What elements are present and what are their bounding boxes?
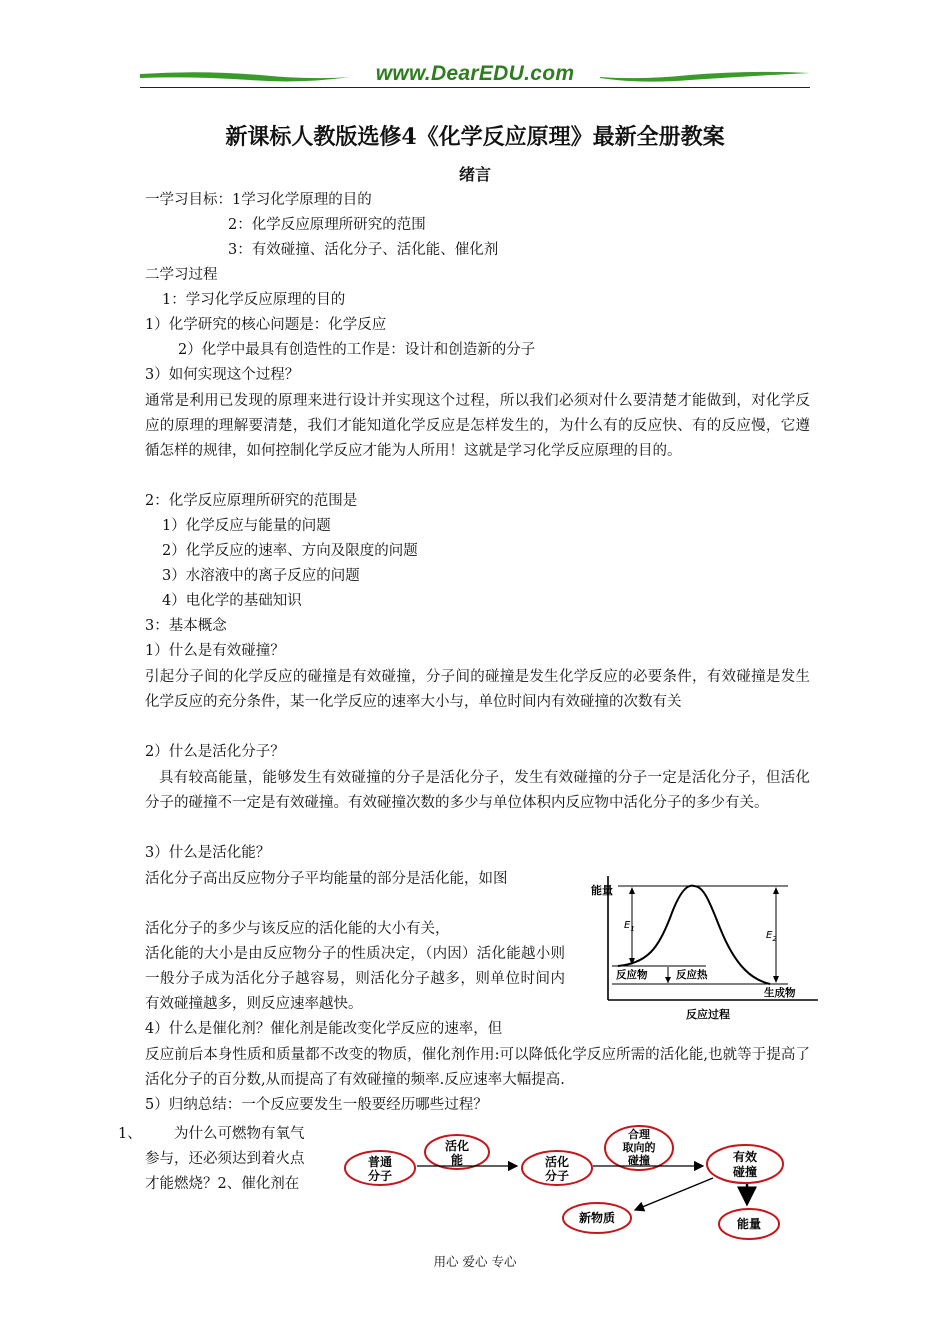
question-heading: 3）什么是活化能？: [145, 845, 271, 861]
svg-text:取向的: 取向的: [622, 1141, 656, 1154]
paragraph-active-molecule: 具有较高能量，能够发生有效碰撞的分子是活化分子，发生有效碰撞的分子一定是活化分子，但活化分子的碰撞不一定是有效碰撞。有效碰撞次数的多少与单位体积内反应物中活化分子的多少有关。: [145, 770, 810, 812]
heat-label: 反应热: [676, 969, 708, 981]
section-heading-process: 二学习过程: [145, 267, 218, 283]
svg-text:新物质: 新物质: [578, 1211, 616, 1225]
question-heading: 4）什么是催化剂？催化剂是能改变化学反应的速率，但: [145, 1021, 503, 1037]
svg-text:分子: 分子: [544, 1169, 570, 1183]
objective-line-2: 2：化学反应原理所研究的范围: [228, 217, 426, 233]
list-item: 2）化学中最具有创造性的工作是：设计和创造新的分子: [178, 342, 536, 358]
list-item: 1）化学反应与能量的问题: [162, 518, 331, 534]
document-subtitle: 绪言: [458, 165, 491, 184]
subsection-heading-1: 1：学习化学反应原理的目的: [162, 292, 346, 308]
svg-text:能量: 能量: [736, 1217, 762, 1231]
node-active-molecule: [522, 1151, 592, 1185]
document-title: 新课标人教版选修4《化学反应原理》最新全册教案: [225, 124, 725, 150]
svg-text:碰撞: 碰撞: [628, 1154, 650, 1167]
list-number: 1、: [118, 1126, 142, 1142]
question-text: 参与，还必须达到着火点: [145, 1151, 305, 1167]
node-activation-energy: [425, 1135, 489, 1169]
arrow-to-new-substance: [635, 1178, 713, 1210]
svg-text:分子: 分子: [367, 1169, 393, 1183]
reactant-label: 反应物: [616, 969, 648, 981]
subsection-heading-2: 2：化学反应原理所研究的范围是: [145, 493, 358, 509]
node-effective-collision: [707, 1145, 783, 1183]
question-text: 才能燃烧？2、催化剂在: [145, 1176, 300, 1192]
list-item: 1）化学研究的核心问题是：化学反应: [145, 317, 387, 333]
paragraph-activation-nature: 活化能的大小是由反应物分子的性质决定，（内因）活化能越小则一般分子成为活化分子越容易，则活化分子越多，则单位时间内有效碰撞越多，则反应速率越快。: [145, 946, 565, 1013]
node-new-substance: [563, 1203, 631, 1233]
y-axis-label: 能量: [591, 884, 613, 897]
header-rule: [140, 87, 810, 88]
svg-text:有效: 有效: [732, 1150, 758, 1164]
node-energy: [719, 1209, 779, 1239]
paragraph-catalyst: 反应前后本身性质和质量都不改变的物质，催化剂作用:可以降低化学反应所需的活化能,也就等于提高了活化分子的百分数,从而提高了有效碰撞的频率.反应速率大幅提高.: [145, 1047, 810, 1089]
e2-arrowhead-bottom: [773, 976, 779, 983]
site-header: [140, 60, 810, 94]
paragraph-activation-energy: 活化分子高出反应物分子平均能量的部分是活化能，如图: [145, 871, 508, 887]
reaction-process-flowchart: [335, 1122, 815, 1247]
svg-text:活化: 活化: [544, 1155, 570, 1169]
svg-text:碰撞: 碰撞: [732, 1165, 758, 1179]
e2-label: $E_2$: [766, 930, 777, 943]
node-oriented-collision: [605, 1126, 673, 1170]
list-item: 3）如何实现这个过程？: [145, 367, 300, 383]
svg-text:活化: 活化: [444, 1139, 470, 1153]
e1-arrowhead-top: [629, 887, 635, 894]
paragraph-purpose: 通常是利用已发现的原理来进行设计并实现这个过程，所以我们必须对什么要清楚才能做到，对化学反应的原理的理解要清楚，我们才能知道化学反应是怎样发生的，为什么有的反应快、有的反应慢，它遵循怎样的规律，如何控制化学反应才能为人所用！这就是学习化学反应原理的目的。: [145, 393, 810, 460]
x-axis-label: 反应过程: [686, 1008, 730, 1021]
heat-arrowhead: [665, 977, 671, 983]
page-footer: 用心 爱心 专心: [433, 1254, 517, 1269]
list-item: 3）水溶液中的离子反应的问题: [162, 568, 360, 584]
objective-line-3: 3：有效碰撞、活化分子、活化能、催化剂: [228, 242, 499, 258]
objective-line-1: 一学习目标：1学习化学原理的目的: [145, 192, 372, 208]
svg-text:能: 能: [450, 1153, 464, 1167]
energy-diagram: [588, 868, 820, 1026]
paragraph-effective-collision: 引起分子间的化学反应的碰撞是有效碰撞，分子间的碰撞是发生化学反应的必要条件，有效碰撞是发生化学反应的充分条件，某一化学反应的速率大小与，单位时间内有效碰撞的次数有关: [145, 669, 810, 711]
e2-arrowhead-top: [773, 887, 779, 894]
svg-text:普通: 普通: [367, 1155, 393, 1169]
subsection-heading-3: 3：基本概念: [145, 618, 227, 634]
question-heading: 1）什么是有效碰撞？: [145, 643, 285, 659]
question-heading: 5）归纳总结：一个反应要发生一般要经历哪些过程？: [145, 1097, 488, 1113]
question-text: 为什么可燃物有氧气: [174, 1126, 305, 1142]
e1-label: $E_1$: [624, 920, 635, 933]
node-normal-molecule: [345, 1151, 415, 1185]
site-logo-text: www.DearEDU.com: [375, 62, 575, 85]
question-heading: 2）什么是活化分子？: [145, 744, 285, 760]
list-item: 2）化学反应的速率、方向及限度的问题: [162, 543, 418, 559]
paragraph-activation-count: 活化分子的多少与该反应的活化能的大小有关，: [145, 921, 450, 937]
product-label: 生成物: [764, 987, 796, 999]
list-item: 4）电化学的基础知识: [162, 593, 302, 609]
svg-text:合理: 合理: [628, 1128, 650, 1141]
